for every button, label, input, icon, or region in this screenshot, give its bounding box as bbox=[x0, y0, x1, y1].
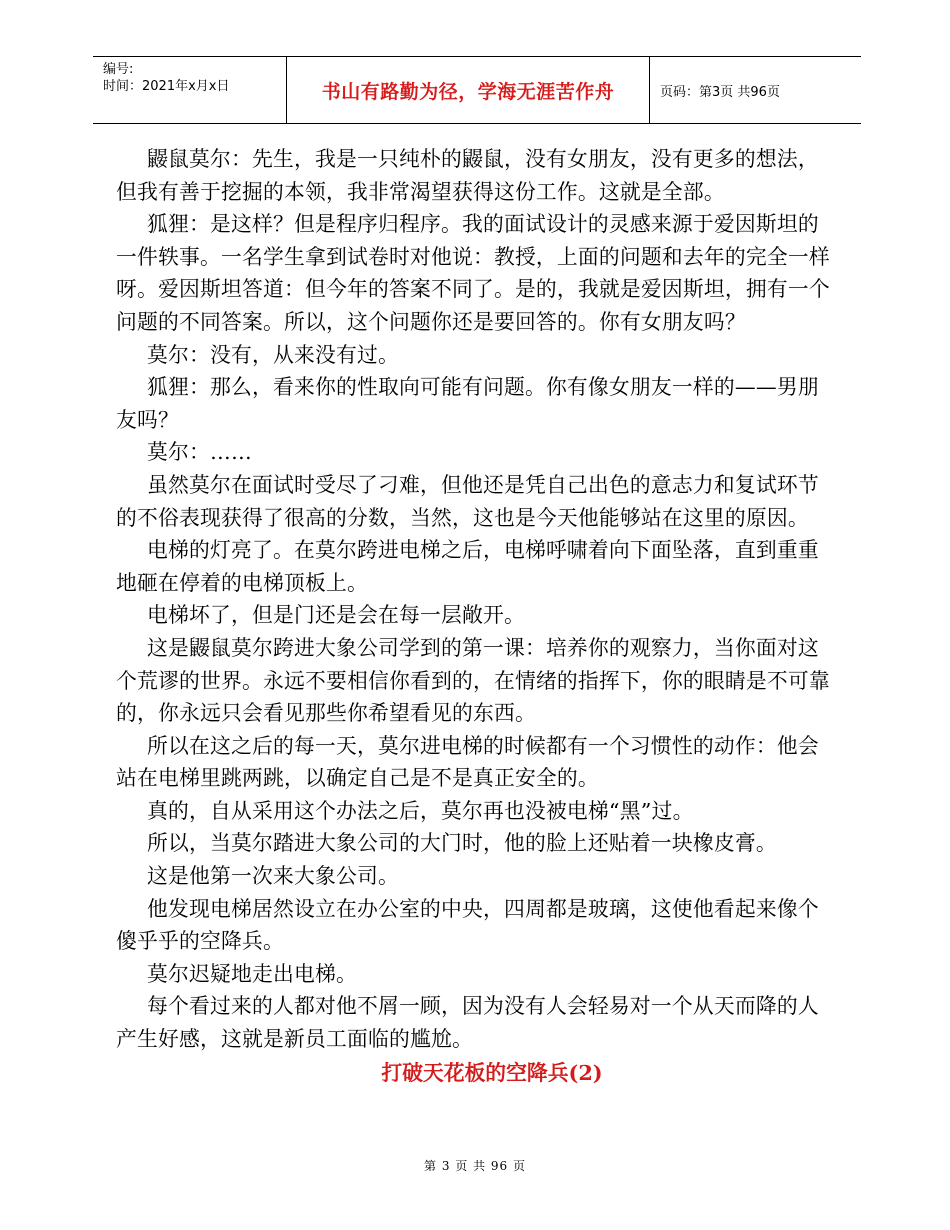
section-title: 打破天花板的空降兵(2) bbox=[381, 1059, 603, 1085]
body-paragraph: 莫尔迟疑地走出电梯。 bbox=[147, 961, 357, 986]
body-paragraph: 鼹鼠莫尔：先生，我是一只纯朴的鼹鼠，没有女朋友，没有更多的想法，但我有善于挖掘的本领，我非常渴望获得这份工作。这就是全部。 bbox=[116, 147, 819, 204]
body-paragraph: 这是鼹鼠莫尔跨进大象公司学到的第一课：培养你的观察力，当你面对这个荒谬的世界。永远不要相信你看到的，在情绪的指挥下，你的眼睛是不可靠的，你永远只会看见那些你希望看见的东西。 bbox=[116, 635, 830, 726]
body-paragraph: 莫尔：…… bbox=[147, 440, 252, 465]
body-paragraph: 真的，自从采用这个办法之后，莫尔再也没被电梯“黑”过。 bbox=[147, 798, 694, 823]
body-paragraph: 他发现电梯居然设立在办公室的中央，四周都是玻璃，这使他看起来像个傻乎乎的空降兵。 bbox=[116, 896, 819, 954]
document-time-label: 时间：2021年x月x日 bbox=[103, 79, 230, 94]
body-paragraph: 虽然莫尔在面试时受尽了刁难，但他还是凭自己出色的意志力和复试环节的不俗表现获得了很高的分数，当然，这也是今天他能够站在这里的原因。 bbox=[116, 472, 819, 530]
page-header bbox=[93, 56, 861, 124]
body-paragraph: 每个看过来的人都对他不屑一顾，因为没有人会轻易对一个从天而降的人产生好感，这就是新员工面临的尴尬。 bbox=[116, 994, 819, 1052]
body-paragraph: 狐狸：是这样？但是程序归程序。我的面试设计的灵感来源于爱因斯坦的一件轶事。一名学生拿到试卷时对他说：教授，上面的问题和去年的完全一样呀。爱因斯坦答道：但今年的答案不同了。是的，我就是爱因斯坦，拥有一个问题的不同答案。所以，这个问题你还是要回答的。你有女朋友吗？ bbox=[116, 212, 830, 334]
body-paragraph: 狐狸：那么，看来你的性取向可能有问题。你有像女朋友一样的——男朋友吗？ bbox=[116, 375, 819, 432]
body-paragraph: 莫尔：没有，从来没有过。 bbox=[147, 342, 399, 367]
header-meta-cell bbox=[93, 57, 286, 123]
body-paragraph: 所以，当莫尔踏进大象公司的大门时，他的脸上还贴着一块橡皮膏。 bbox=[147, 831, 777, 856]
document-body bbox=[116, 143, 838, 1088]
header-motto: 书山有路勤为径，学海无涯苦作舟 bbox=[286, 57, 650, 123]
header-page-info: 页码：第3页 共96页 bbox=[660, 84, 780, 100]
body-paragraph: 这是他第一次来大象公司。 bbox=[147, 864, 399, 889]
body-paragraph: 所以在这之后的每一天，莫尔进电梯的时候都有一个习惯性的动作：他会站在电梯里跳两跳，以确定自己是不是真正安全的。 bbox=[116, 733, 819, 791]
body-paragraph: 电梯坏了，但是门还是会在每一层敞开。 bbox=[147, 603, 525, 628]
page-footer: 第 3 页 共 96 页 bbox=[424, 1159, 526, 1173]
document-number-label: 编号: bbox=[103, 62, 134, 77]
body-paragraph: 电梯的灯亮了。在莫尔跨进电梯之后，电梯呼啸着向下面坠落，直到重重地砸在停着的电梯顶板上。 bbox=[116, 538, 819, 595]
